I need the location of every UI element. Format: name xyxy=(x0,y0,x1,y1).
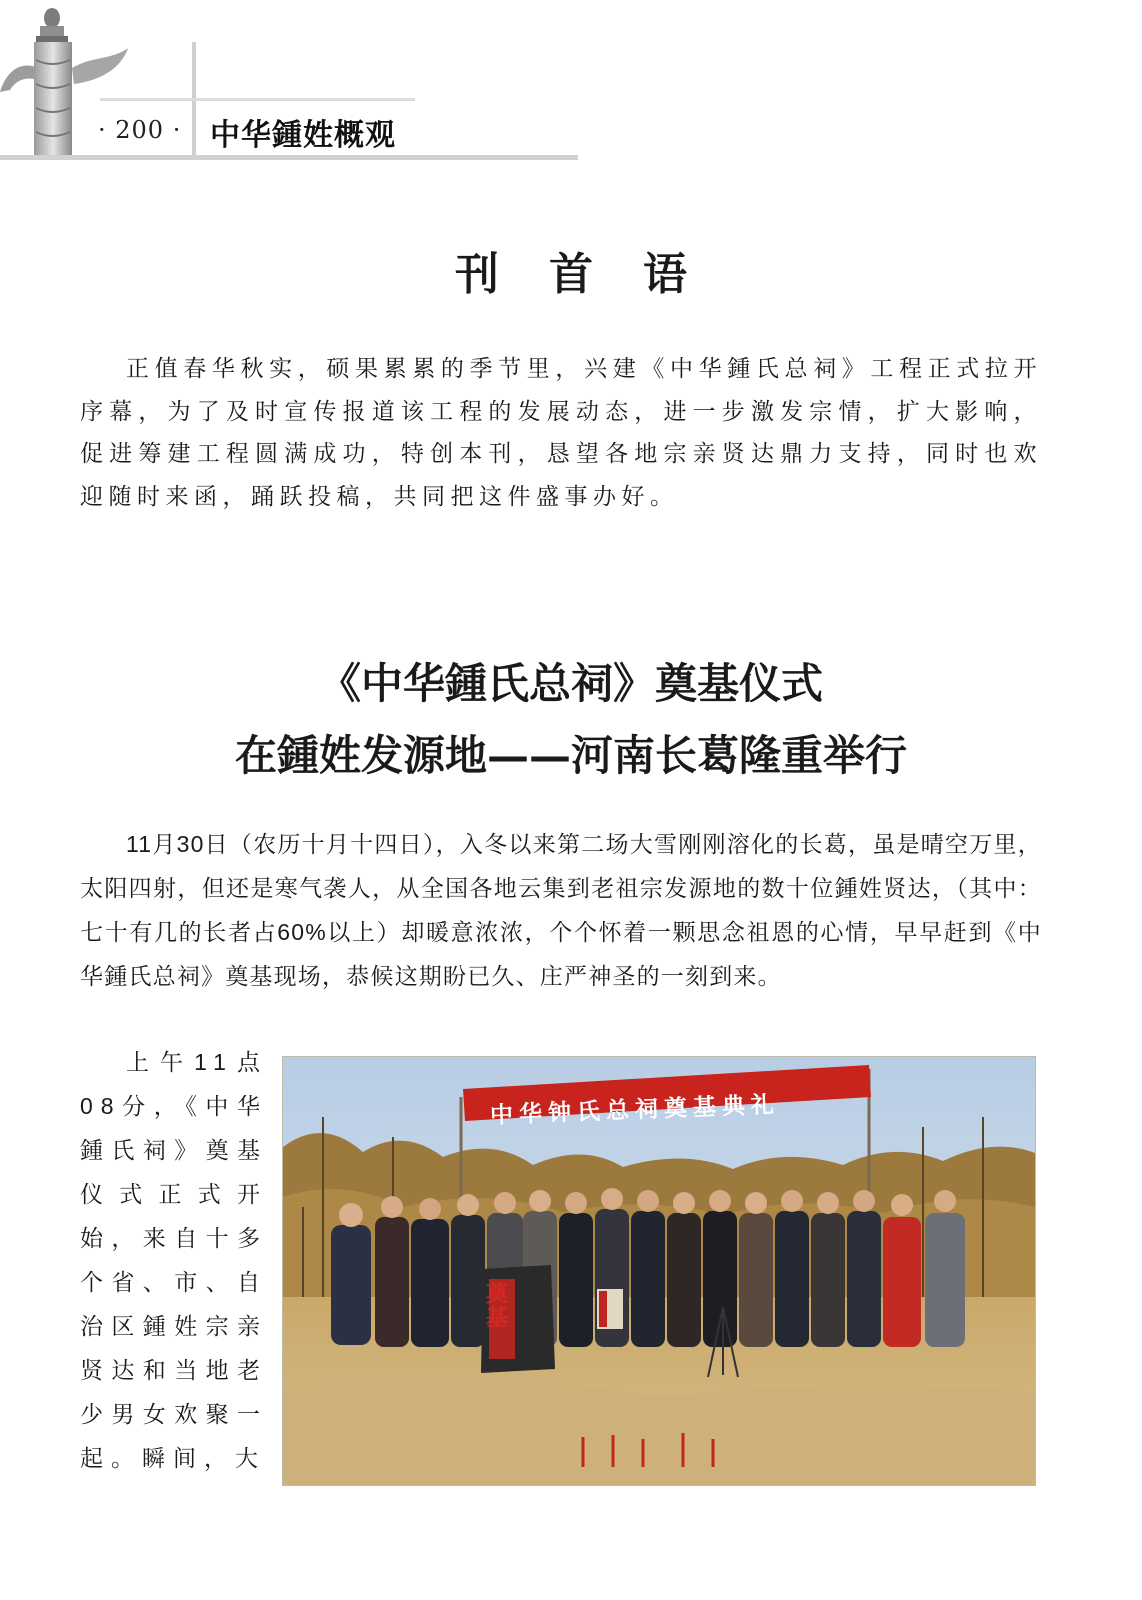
ceremony-banner-text: 中华钟氏总祠奠基典礼 xyxy=(489,1091,781,1129)
article-title-line-2: 在鍾姓发源地——河南长葛隆重举行 xyxy=(234,731,907,780)
page-number: · 200 · xyxy=(98,116,182,144)
article-paragraph-1: 11月30日（农历十月十四日），入冬以来第二场大雪刚刚溶化的长葛，虽是晴空万里，太阳四射，但还是寒气袭人，从全国各地云集到老祖宗发源地的数十位鍾姓贤达，（其中：七十有几的长者占60%以上）却暖意浓浓，个个怀着一颗思念祖恩的心情，早早赶到《中华鍾氏总祠》奠基现场，恭候这期盼已久、庄严神圣的一刻到来。 xyxy=(80,831,1042,989)
foreword-title: 刊首语 xyxy=(455,249,737,300)
header-upper-rule xyxy=(100,98,415,101)
page-header xyxy=(0,0,600,170)
article-paragraph-2: 上午11点08分，《中华鍾氏祠》奠基仪式正式开始，来自十多个省、市、自治区鍾姓宗亲贤达和当地老少男女欢聚一起。瞬间，大 xyxy=(80,1049,268,1471)
header-lower-rule xyxy=(0,155,578,160)
book-title: 中华鍾姓概观 xyxy=(210,118,396,153)
foundation-stone-text: 奠基 xyxy=(486,1281,509,1331)
foreword-body: 正值春华秋实，硕果累累的季节里，兴建《中华鍾氏总祠》工程正式拉开序幕，为了及时宣传报道该工程的发展动态，进一步激发宗情，扩大影响，促进筹建工程圆满成功，特创本刊，恳望各地宗亲贤达鼎力支持，同时也欢迎随时来函，踊跃投稿，共同把这件盛事办好。 xyxy=(80,356,1042,510)
article-title xyxy=(0,648,1142,792)
article-title-line-1: 《中华鍾氏总祠》奠基仪式 xyxy=(318,659,823,708)
